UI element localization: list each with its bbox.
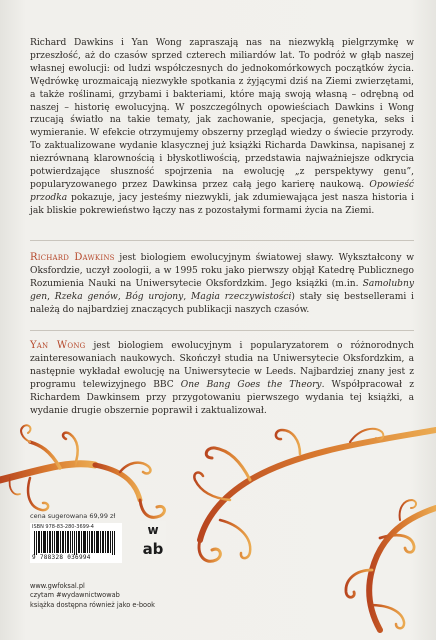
barcode xyxy=(30,523,122,563)
svg-text:ab: ab xyxy=(142,540,164,557)
isbn-text: ISBN 978-83-280-3699-4 xyxy=(32,524,94,530)
wong-bio: Yan Wong jest biologiem ewolucyjnym i popularyzatorem o różnorodnych zainteresowaniach naukowych. Skończył studia na Uniwersytecie Oksfordzkim, a następnie wykładał ewolucję na Uniwersytecie w Leeds. Najbardziej znany jest z programu telewizyjnego BBC One Bang Goes the Theory. Współpracował z Richardem Dawkinsem przy przygotowaniu pierwszego wydania tej książki, a wydanie drugie obszernie poprawił i zaktualizował. xyxy=(30,340,414,416)
svg-text:w: w xyxy=(147,523,159,537)
divider xyxy=(30,330,414,331)
ebook-note: książka dostępna również jako e-book xyxy=(30,600,155,609)
dawkins-bio: Richard Dawkins jest biologiem ewolucyjnym światowej sławy. Wykształcony w Oksfordzie, uczył zoologii, a w 1995 roku jako pierwszy objął Katedrę Publicznego Rozumienia Nauki na Uniwersytecie Oksfordzkim. Jego książki (m.in. Samolubny gen, Rzeka genów, Bóg urojony, Magia rzeczywistości) stały się bestsellerami i należą do najbardziej znaczących publikacji naszych czasów. xyxy=(30,252,414,315)
divider xyxy=(30,240,414,241)
website-link: www.gwfoksal.pl xyxy=(30,582,85,590)
barcode-number: 9 788328 036994 xyxy=(32,554,91,561)
author-name-dawkins: Richard Dawkins xyxy=(30,252,115,263)
hashtag: czytam #wydawnictwowab xyxy=(30,591,120,600)
blurb-paragraph: Richard Dawkins i Yan Wong zapraszają nas na niezwykłą pielgrzymkę w przeszłość, aż do czasów sprzed czterech miliardów lat. To podróż w głąb naszej własnej ewolucji: od ludzi współczesnych do jednokomórkowych początków życia. Wędrówkę urozmaicają niezwykłe spotkania z żyjącymi dziś na Ziemi zwierzętami, a także roślinami, grzybami i bakteriami, które mają swoją własną – odrębną od naszej – historię ewolucyjną. W poszczególnych opowieściach Dawkins i Wong rzucają światło na takie tematy, jak zachowanie, specjacja, genetyka, seks i wymieranie. W efekcie otrzymujemy obszerny przegląd wiedzy o świecie przyrody. To zaktualizowane wydanie klasycznej już książki Richarda Dawkinsa, napisanej z niezrównaną klarownością i błyskotliwością, przedstawia najważniejsze odkrycia potwierdzające słuszność spojrzenia na ewolucję „z perspektywy genu”, popularyzowanego przez Dawkinsa przez całą jego karierę naukową. Opowieść przodka pokazuje, jacy jesteśmy niezwykli, jak zdumiewająca jest nasza historia i jak bliskie pokrewieństwo łączy nas z pozostałymi formami życia na Ziemi. xyxy=(30,38,414,216)
author-name-wong: Yan Wong xyxy=(30,340,86,351)
publisher-logo xyxy=(140,521,166,557)
price-label: cena sugerowana 69,99 zł xyxy=(30,512,116,520)
footer-info xyxy=(30,582,155,610)
barcode-bars xyxy=(34,531,118,555)
